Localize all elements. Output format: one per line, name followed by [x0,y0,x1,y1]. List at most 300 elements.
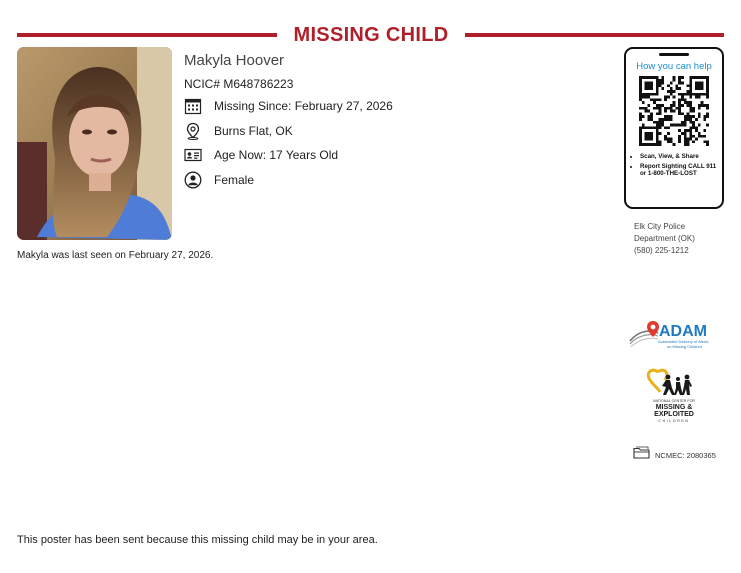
qr-module [647,87,650,90]
agency-name: Elk City Police [634,222,686,231]
qr-module [695,87,698,90]
qr-module [645,87,648,90]
qr-module [695,93,698,96]
qr-module [656,135,659,138]
qr-module [659,140,662,143]
qr-module [656,84,659,87]
qr-module [645,96,648,99]
qr-module [639,93,642,96]
qr-module [692,126,695,129]
qr-module [689,135,692,138]
qr-module [678,110,681,113]
qr-module [667,107,670,110]
qr-module [684,121,687,124]
qr-module [667,118,670,121]
qr-module [698,93,701,96]
qr-module [684,101,687,104]
qr-module [656,121,659,124]
qr-module [645,107,648,110]
qr-module [698,112,701,115]
qr-module [695,126,698,129]
qr-module [703,129,706,132]
qr-module [664,96,667,99]
location-row [184,121,293,141]
qr-module [703,135,706,138]
qr-module [687,93,690,96]
qr-module [639,118,642,121]
qr-module [664,107,667,110]
qr-module [659,118,662,121]
qr-module [698,87,701,90]
qr-module [687,138,690,141]
qr-module [689,93,692,96]
qr-module [689,90,692,93]
qr-module [647,96,650,99]
qr-phone-panel [624,47,724,209]
qr-module [706,143,709,146]
qr-module [703,140,706,143]
qr-module [678,107,681,110]
calendar-icon [184,97,202,115]
qr-module [706,79,709,82]
qr-module [656,124,659,127]
qr-module [689,118,692,121]
qr-module [698,135,701,138]
qr-module [639,76,642,79]
qr-module [673,96,676,99]
ncmec-logo [646,368,702,428]
qr-module [656,98,659,101]
qr-module [701,101,704,104]
qr-module [689,115,692,118]
qr-module [650,118,653,121]
qr-panel-heading: How you can help [636,61,712,72]
qr-module [653,107,656,110]
qr-module [650,112,653,115]
qr-module [650,93,653,96]
qr-module [698,82,701,85]
qr-module [656,79,659,82]
qr-module [701,87,704,90]
qr-module [670,124,673,127]
qr-bullet-share: • Scan, View, & Share [640,153,724,161]
qr-module [659,107,662,110]
qr-module [687,140,690,143]
qr-module [701,104,704,107]
qr-module [706,104,709,107]
qr-module [645,143,648,146]
qr-module [692,140,695,143]
qr-module [684,98,687,101]
qr-module [653,143,656,146]
qr-module [647,76,650,79]
qr-module [689,104,692,107]
qr-module [701,93,704,96]
qr-module [656,126,659,129]
qr-code[interactable] [639,76,709,146]
qr-module [692,124,695,127]
qr-module [659,79,662,82]
qr-module [678,135,681,138]
qr-module [695,84,698,87]
qr-module [664,135,667,138]
qr-module [653,93,656,96]
qr-module [698,107,701,110]
qr-module [656,90,659,93]
ncic-number: NCIC# M648786223 [184,77,294,91]
qr-module [706,84,709,87]
qr-module [698,115,701,118]
qr-module [698,132,701,135]
qr-module [695,118,698,121]
sex-row [184,170,254,190]
qr-module [650,132,653,135]
qr-module [689,129,692,132]
qr-module [698,124,701,127]
adam-tagline-1: Automated Delivery of Alerts [658,339,709,344]
qr-module [684,115,687,118]
person-icon [184,171,202,189]
qr-module [659,132,662,135]
qr-module [698,76,701,79]
qr-module [645,138,648,141]
qr-module [650,115,653,118]
qr-module [673,104,676,107]
qr-module [650,138,653,141]
qr-module [689,132,692,135]
qr-module [687,101,690,104]
qr-module [687,115,690,118]
agency-phone: (580) 225-1212 [634,246,689,255]
qr-module [659,110,662,113]
qr-module [692,115,695,118]
qr-module [678,140,681,143]
qr-module [701,76,704,79]
ncmec-line-3: EXPLOITED [654,411,694,418]
location-text: Burns Flat, OK [214,124,293,138]
qr-module [642,107,645,110]
qr-module [675,84,678,87]
qr-module [687,112,690,115]
qr-module [647,143,650,146]
qr-module [670,138,673,141]
qr-module [706,90,709,93]
qr-module [695,96,698,99]
qr-module [664,138,667,141]
child-name: Makyla Hoover [184,52,285,69]
qr-module [684,118,687,121]
qr-module [639,87,642,90]
qr-module [681,82,684,85]
qr-module [661,121,664,124]
qr-module [639,135,642,138]
qr-module [661,82,664,85]
qr-module [681,104,684,107]
qr-module [659,104,662,107]
qr-module [701,135,704,138]
qr-module [678,104,681,107]
qr-module [639,98,642,101]
qr-module [692,110,695,113]
qr-module [656,82,659,85]
qr-module [687,143,690,146]
qr-module [667,132,670,135]
adam-logo [628,319,720,353]
qr-module [698,104,701,107]
qr-module [695,129,698,132]
adam-tagline-2: on Missing Children [667,344,703,349]
agency-dept: Department (OK) [634,234,695,243]
qr-module [689,87,692,90]
qr-module [642,143,645,146]
qr-module [667,115,670,118]
qr-module [673,76,676,79]
qr-module [642,96,645,99]
qr-module [656,140,659,143]
qr-module [678,129,681,132]
ncmec-case-number: NCMEC: 2080365 [655,450,716,460]
qr-module [667,84,670,87]
qr-module [642,76,645,79]
qr-module [675,87,678,90]
qr-module [695,82,698,85]
qr-module [645,93,648,96]
qr-module [639,129,642,132]
qr-module [659,82,662,85]
qr-module [650,87,653,90]
qr-module [681,93,684,96]
qr-module [659,112,662,115]
qr-module [645,76,648,79]
folder-icon [633,446,650,464]
qr-module [670,87,673,90]
agency-contact [634,221,695,257]
qr-module [689,79,692,82]
qr-module [645,126,648,129]
qr-module [670,104,673,107]
qr-module [642,93,645,96]
adam-wordmark: ADAM [659,323,707,340]
qr-module [678,138,681,141]
qr-module [678,82,681,85]
qr-module [706,87,709,90]
ncmec-line-1: NATIONAL CENTER FOR [653,399,695,403]
qr-module [703,118,706,121]
poster-title: MISSING CHILD [293,24,449,46]
qr-module [661,124,664,127]
qr-module [684,129,687,132]
qr-module [670,82,673,85]
qr-module [667,90,670,93]
qr-module [664,98,667,101]
qr-module [706,112,709,115]
qr-module [656,107,659,110]
qr-module [647,115,650,118]
qr-module [695,76,698,79]
qr-module [659,124,662,127]
qr-module [656,93,659,96]
qr-module [687,90,690,93]
qr-module [650,98,653,101]
qr-module [661,118,664,121]
qr-module [675,124,678,127]
qr-module [698,84,701,87]
qr-module [684,124,687,127]
qr-module [670,118,673,121]
map-pin-icon [184,122,202,140]
qr-module [639,140,642,143]
qr-module [664,118,667,121]
qr-module [639,96,642,99]
qr-module [670,90,673,93]
qr-module [667,140,670,143]
qr-module [639,112,642,115]
qr-module [656,112,659,115]
qr-module [656,143,659,146]
qr-module [703,76,706,79]
qr-module [681,112,684,115]
qr-module [656,87,659,90]
sex-text: Female [214,173,255,187]
qr-module [647,118,650,121]
qr-module [653,126,656,129]
qr-module [661,79,664,82]
qr-module [639,138,642,141]
child-photo [17,47,172,240]
ncmec-line-4: CHILDREN [658,419,690,423]
qr-module [678,79,681,82]
qr-module [656,76,659,79]
qr-module [670,110,673,113]
qr-module [650,76,653,79]
qr-module [639,79,642,82]
qr-module [639,90,642,93]
qr-module [684,132,687,135]
qr-module [703,115,706,118]
age-text: Age Now: 17 Years Old [214,148,339,162]
qr-module [656,129,659,132]
qr-module [650,126,653,129]
qr-module [673,143,676,146]
qr-module [664,126,667,129]
missing-since-text: Missing Since: February 27, 2026 [214,99,393,113]
qr-module [673,79,676,82]
qr-module [681,124,684,127]
qr-module [678,101,681,104]
qr-module [647,126,650,129]
qr-module [661,76,664,79]
qr-module [678,98,681,101]
qr-module [706,76,709,79]
qr-module [692,93,695,96]
qr-module [684,93,687,96]
qr-module [650,135,653,138]
qr-module [687,84,690,87]
qr-module [689,76,692,79]
qr-module [706,115,709,118]
qr-module [706,124,709,127]
qr-module [653,101,656,104]
qr-module [670,107,673,110]
qr-module [670,115,673,118]
qr-module [678,93,681,96]
qr-module [687,104,690,107]
ncmec-case-row [633,446,716,464]
qr-module [661,87,664,90]
qr-module [670,140,673,143]
qr-module [659,121,662,124]
qr-module [689,110,692,113]
qr-module [673,90,676,93]
qr-module [675,107,678,110]
qr-module [673,124,676,127]
qr-module [642,115,645,118]
qr-module [692,107,695,110]
qr-module [698,96,701,99]
qr-module [659,98,662,101]
qr-module [664,115,667,118]
phone-notch [659,53,689,56]
qr-module [695,138,698,141]
qr-module [653,76,656,79]
qr-module [639,132,642,135]
header-rule-left [17,33,277,37]
ncmec-line-2: MISSING & [655,404,693,411]
qr-module [647,135,650,138]
qr-module [703,104,706,107]
qr-module [642,126,645,129]
qr-module [650,82,653,85]
qr-module [645,110,648,113]
qr-module [684,138,687,141]
qr-module [681,96,684,99]
qr-module [639,115,642,118]
qr-module [673,110,676,113]
qr-module [681,76,684,79]
qr-module [701,82,704,85]
qr-instructions [632,153,724,180]
id-card-icon [184,146,202,164]
qr-module [689,101,692,104]
qr-module [639,107,642,110]
qr-module [647,138,650,141]
qr-module [639,126,642,129]
qr-module [645,84,648,87]
qr-module [706,96,709,99]
qr-module [656,138,659,141]
qr-module [706,107,709,110]
qr-module [701,84,704,87]
qr-module [653,121,656,124]
age-row [184,145,338,165]
last-seen-text: Makyla was last seen on February 27, 2026. [17,250,214,261]
qr-module [678,76,681,79]
qr-module [650,84,653,87]
qr-module [689,96,692,99]
qr-module [678,87,681,90]
qr-module [692,121,695,124]
header-rule-right [465,33,724,37]
qr-module [647,104,650,107]
qr-module [689,121,692,124]
qr-module [659,84,662,87]
qr-module [667,96,670,99]
qr-module [689,138,692,141]
qr-module [650,143,653,146]
qr-module [703,93,706,96]
qr-module [673,101,676,104]
qr-module [645,135,648,138]
